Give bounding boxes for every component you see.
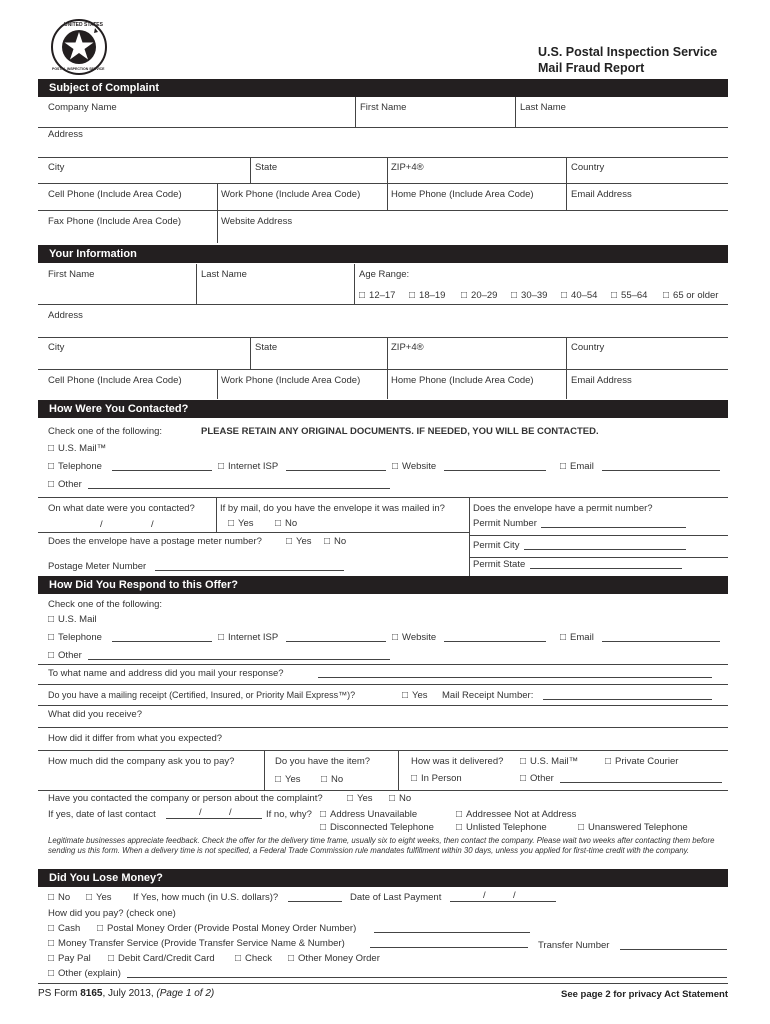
delivered-other-line[interactable]: [560, 773, 722, 783]
differ-question-field[interactable]: How did it differ from what you expected?: [48, 733, 223, 744]
how-much-label: If Yes, how much (in U.S. dollars)?: [133, 892, 279, 903]
subject-city-field[interactable]: City: [48, 162, 65, 173]
meter-question-label: Does the envelope have a postage meter number?: [48, 536, 262, 547]
have-item-yes-checkbox[interactable]: □ Yes: [275, 774, 301, 785]
addressee-not-at-address-checkbox[interactable]: □ Addressee Not at Address: [456, 809, 576, 820]
form-number: 8165: [80, 988, 103, 999]
permit-city-label: Permit City: [473, 540, 520, 551]
respond-us-mail-checkbox[interactable]: □ U.S. Mail: [48, 614, 97, 625]
payment-date-slash-1: /: [483, 890, 486, 901]
date-last-payment-line[interactable]: [450, 892, 556, 902]
your-work-phone-field[interactable]: Work Phone (Include Area Code): [221, 375, 361, 386]
section-how-contacted: How Were You Contacted?: [38, 400, 728, 418]
permit-city-line[interactable]: [524, 540, 686, 550]
transfer-number-line[interactable]: [620, 940, 727, 950]
contacted-company-question-label: Have you contacted the company or person about the complaint?: [48, 793, 323, 804]
lose-yes-checkbox[interactable]: □ Yes: [86, 892, 112, 903]
inspection-service-seal: [50, 18, 108, 76]
your-last-name-field[interactable]: Last Name: [201, 269, 247, 280]
contacted-internet-isp-checkbox[interactable]: □ Internet ISP: [218, 461, 278, 472]
have-item-question-label: Do you have the item?: [275, 756, 371, 767]
seal-text-top: UNITED STATES: [64, 22, 103, 28]
unanswered-telephone-checkbox[interactable]: □ Unanswered Telephone: [578, 822, 688, 833]
if-no-why-label: If no, why?: [266, 809, 312, 820]
unlisted-telephone-checkbox[interactable]: □ Unlisted Telephone: [456, 822, 547, 833]
your-first-name-field[interactable]: First Name: [48, 269, 95, 280]
your-zip-field[interactable]: ZIP+4®: [391, 342, 424, 353]
subject-company-name-field[interactable]: Company Name: [48, 102, 117, 113]
section-lose-money: Did You Lose Money?: [38, 869, 728, 887]
lose-no-checkbox[interactable]: □ No: [48, 892, 70, 903]
subject-work-phone-field[interactable]: Work Phone (Include Area Code): [221, 189, 361, 200]
page-title: [538, 44, 717, 76]
date-last-contact-label: If yes, date of last contact: [48, 809, 156, 820]
respond-internet-isp-checkbox[interactable]: □ Internet ISP: [218, 632, 278, 643]
pay-check-checkbox[interactable]: □ Check: [235, 953, 272, 964]
respond-other-line[interactable]: [88, 650, 390, 660]
address-unavailable-checkbox[interactable]: □ Address Unavailable: [320, 809, 417, 820]
permit-number-line[interactable]: [541, 518, 686, 528]
pay-paypal-checkbox[interactable]: □ Pay Pal: [48, 953, 91, 964]
your-city-field[interactable]: City: [48, 342, 65, 353]
respond-email-checkbox[interactable]: □ Email: [560, 632, 594, 643]
contacted-email-line[interactable]: [602, 461, 720, 471]
contacted-email-checkbox[interactable]: □ Email: [560, 461, 594, 472]
respond-website-checkbox[interactable]: □ Website: [392, 632, 436, 643]
receive-question-field[interactable]: What did you receive?: [48, 709, 142, 720]
title-line-2: Mail Fraud Report: [538, 61, 645, 75]
feedback-note: Legitimate businesses appreciate feedback. Check the offer for the delivery time frame, usually six to eight weeks, then contact the company. Please wait two weeks after contacting them before sending us this form. When a delivery time is not specified, a Federal Trade Commission rule mandates fulfillment within 30 days, unless you applied for first-time credit with the company.: [48, 836, 715, 855]
age-55-64-checkbox[interactable]: □ 55–64: [611, 290, 647, 301]
date-last-contact-slash-2: /: [229, 807, 232, 818]
form-id: [38, 988, 214, 999]
delivered-private-courier-checkbox[interactable]: □ Private Courier: [605, 756, 678, 767]
retain-documents-notice: PLEASE RETAIN ANY ORIGINAL DOCUMENTS. IF NEEDED, YOU WILL BE CONTACTED.: [201, 426, 599, 437]
pay-debit-credit-checkbox[interactable]: □ Debit Card/Credit Card: [108, 953, 215, 964]
your-home-phone-field[interactable]: Home Phone (Include Area Code): [391, 375, 534, 386]
receipt-number-line[interactable]: [543, 690, 712, 700]
pay-postal-money-order-checkbox[interactable]: □ Postal Money Order (Provide Postal Money Order Number): [97, 923, 356, 934]
envelope-yes-checkbox[interactable]: □ Yes: [228, 518, 254, 529]
delivered-in-person-checkbox[interactable]: □ In Person: [411, 773, 462, 784]
permit-state-label: Permit State: [473, 559, 526, 570]
respond-other-checkbox[interactable]: □ Other: [48, 650, 82, 661]
respond-internet-isp-line[interactable]: [286, 632, 386, 642]
date-last-payment-label: Date of Last Payment: [350, 892, 442, 903]
respond-email-line[interactable]: [602, 632, 720, 642]
delivered-question-label: How was it delivered?: [411, 756, 504, 767]
have-item-no-checkbox[interactable]: □ No: [321, 774, 343, 785]
contacted-internet-isp-line[interactable]: [286, 461, 386, 471]
your-state-field[interactable]: State: [255, 342, 278, 353]
age-20-29-checkbox[interactable]: □ 20–29: [461, 290, 497, 301]
subject-first-name-field[interactable]: First Name: [360, 102, 407, 113]
contacted-other-line[interactable]: [88, 479, 390, 489]
other-explain-line[interactable]: [127, 968, 727, 978]
your-country-field[interactable]: Country: [571, 342, 605, 353]
form-prefix: PS Form: [38, 988, 78, 999]
contacted-us-mail-checkbox[interactable]: □ U.S. Mail™: [48, 443, 106, 454]
receipt-yes-checkbox[interactable]: □ Yes: [402, 690, 428, 701]
contact-date-slash-2: /: [151, 519, 154, 530]
meter-no-checkbox[interactable]: □ No: [324, 536, 346, 547]
postal-money-order-line[interactable]: [374, 923, 530, 933]
contacted-telephone-line[interactable]: [112, 461, 212, 471]
your-address-field[interactable]: Address: [48, 310, 83, 321]
subject-home-phone-field[interactable]: Home Phone (Include Area Code): [391, 189, 534, 200]
pay-other-explain-checkbox[interactable]: □ Other (explain): [48, 968, 121, 979]
mail-to-question-label: To what name and address did you mail your response?: [48, 668, 284, 679]
subject-website-field[interactable]: Website Address: [221, 216, 293, 227]
subject-zip-field[interactable]: ZIP+4®: [391, 162, 424, 173]
meter-yes-checkbox[interactable]: □ Yes: [286, 536, 312, 547]
how-much-line[interactable]: [288, 892, 342, 902]
age-65-older-checkbox[interactable]: □ 65 or older: [663, 290, 718, 301]
section-your-information: Your Information: [38, 245, 728, 263]
your-email-field[interactable]: Email Address: [571, 375, 632, 386]
meter-number-label: Postage Meter Number: [48, 561, 147, 572]
pay-other-money-order-checkbox[interactable]: □ Other Money Order: [288, 953, 380, 964]
delivered-us-mail-checkbox[interactable]: □ U.S. Mail™: [520, 756, 578, 767]
permit-state-line[interactable]: [530, 559, 682, 569]
respond-website-line[interactable]: [444, 632, 546, 642]
date-last-contact-line[interactable]: [166, 809, 262, 819]
meter-number-line[interactable]: [155, 561, 344, 571]
envelope-no-checkbox[interactable]: □ No: [275, 518, 297, 529]
envelope-question-label: If by mail, do you have the envelope it was mailed in?: [220, 503, 445, 514]
receipt-question-label: Do you have a mailing receipt (Certified, Insured, or Priority Mail Express™)?: [48, 690, 356, 700]
delivered-other-checkbox[interactable]: □ Other: [520, 773, 554, 784]
your-cell-phone-field[interactable]: Cell Phone (Include Area Code): [48, 375, 182, 386]
pay-cash-checkbox[interactable]: □ Cash: [48, 923, 80, 934]
age-30-39-checkbox[interactable]: □ 30–39: [511, 290, 547, 301]
respond-telephone-line[interactable]: [112, 632, 212, 642]
mail-to-line[interactable]: [318, 668, 712, 678]
age-range-label: Age Range:: [359, 269, 410, 280]
contacted-website-line[interactable]: [444, 461, 546, 471]
transfer-number-label: Transfer Number: [538, 940, 610, 951]
privacy-statement-note: See page 2 for privacy Act Statement: [560, 989, 728, 1000]
subject-cell-phone-field[interactable]: Cell Phone (Include Area Code): [48, 189, 182, 200]
section-how-respond: How Did You Respond to this Offer?: [38, 576, 728, 594]
seal-text-bottom: POSTAL INSPECTION SERVICE: [52, 67, 105, 71]
permit-number-label: Permit Number: [473, 518, 537, 529]
contact-date-label: On what date were you contacted?: [48, 503, 195, 514]
age-40-54-checkbox[interactable]: □ 40–54: [561, 290, 597, 301]
contacted-website-checkbox[interactable]: □ Website: [392, 461, 436, 472]
payment-date-slash-2: /: [513, 890, 516, 901]
how-pay-label: How did you pay? (check one): [48, 908, 176, 919]
title-line-1: U.S. Postal Inspection Service: [538, 45, 718, 59]
subject-last-name-field[interactable]: Last Name: [520, 102, 566, 113]
money-transfer-line[interactable]: [370, 938, 528, 948]
date-last-contact-slash-1: /: [199, 807, 202, 818]
section-subject-of-complaint: Subject of Complaint: [38, 79, 728, 97]
subject-email-field[interactable]: Email Address: [571, 189, 632, 200]
contacted-company-no-checkbox[interactable]: □ No: [389, 793, 411, 804]
age-12-17-checkbox[interactable]: □ 12–17: [359, 290, 395, 301]
form-date: , July 2013,: [102, 988, 157, 999]
contacted-check-one-label: Check one of the following:: [48, 426, 163, 437]
subject-country-field[interactable]: Country: [571, 162, 605, 173]
respond-check-one-label: Check one of the following:: [48, 599, 163, 610]
subject-fax-phone-field[interactable]: Fax Phone (Include Area Code): [48, 216, 182, 227]
receipt-number-label: Mail Receipt Number:: [442, 690, 534, 701]
form-page: (Page 1 of 2): [156, 988, 215, 999]
permit-question-label: Does the envelope have a permit number?: [473, 503, 653, 514]
subject-state-field[interactable]: State: [255, 162, 278, 173]
contacted-telephone-checkbox[interactable]: □ Telephone: [48, 461, 102, 472]
pay-money-transfer-checkbox[interactable]: □ Money Transfer Service (Provide Transfer Service Name & Number): [48, 938, 345, 949]
contacted-company-yes-checkbox[interactable]: □ Yes: [347, 793, 373, 804]
age-18-19-checkbox[interactable]: □ 18–19: [409, 290, 445, 301]
contact-date-slash-1: /: [100, 519, 103, 530]
subject-address-field[interactable]: Address: [48, 129, 83, 140]
respond-telephone-checkbox[interactable]: □ Telephone: [48, 632, 102, 643]
contacted-other-checkbox[interactable]: □ Other: [48, 479, 82, 490]
ask-pay-question-field[interactable]: How much did the company ask you to pay?: [48, 756, 235, 767]
disconnected-telephone-checkbox[interactable]: □ Disconnected Telephone: [320, 822, 434, 833]
